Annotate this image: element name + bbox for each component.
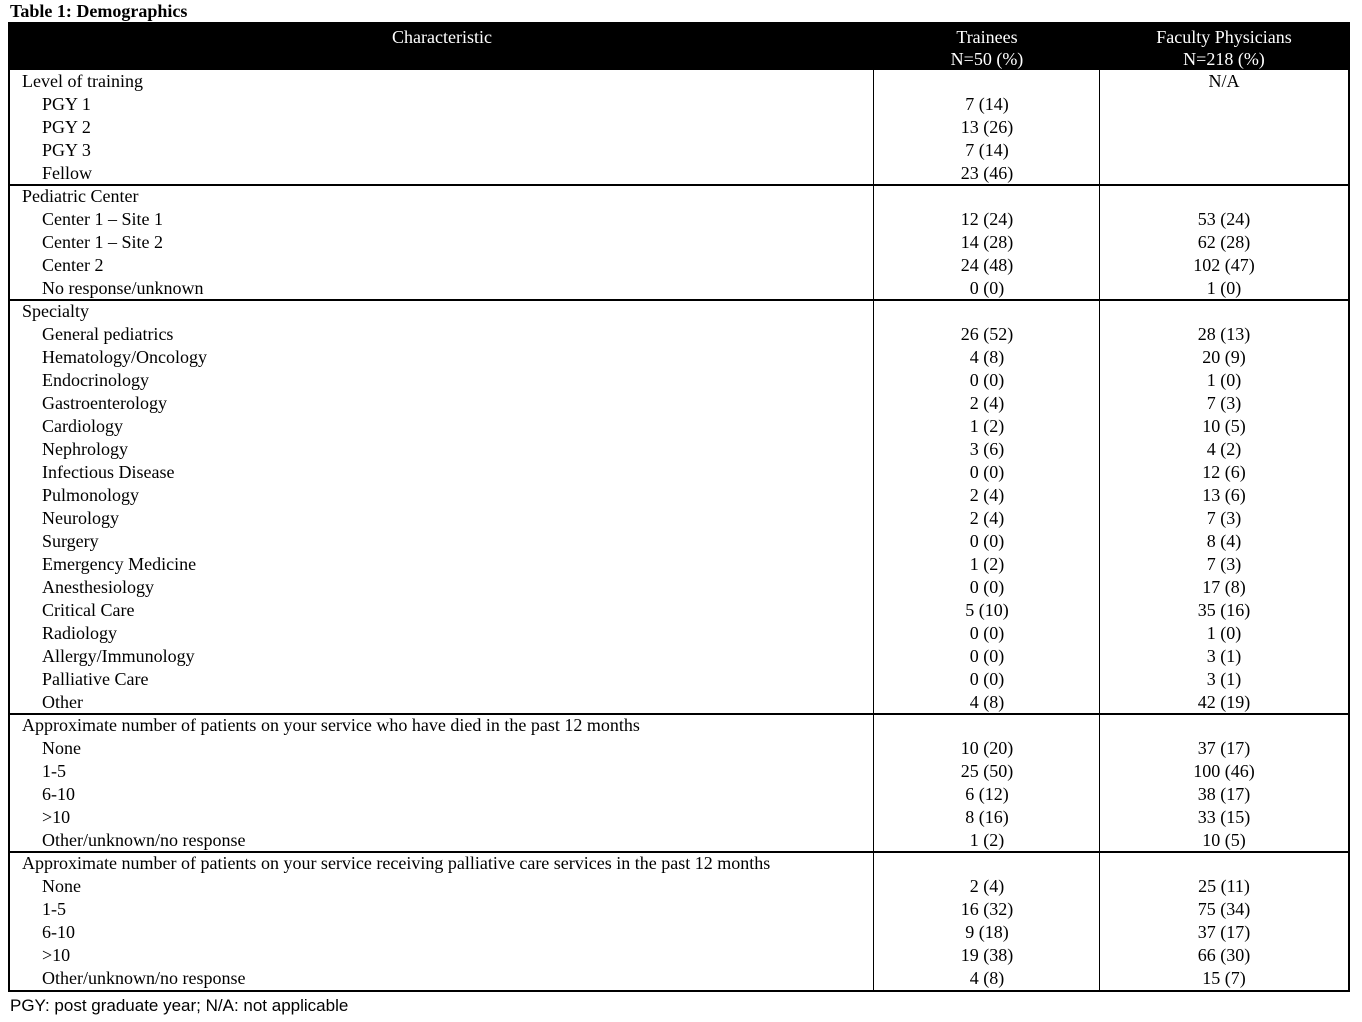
section-label: Approximate number of patients on your service who have died in the past 12 months: [22, 715, 640, 735]
header-faculty-n: N=218 (%): [1183, 49, 1265, 69]
table-row: [10, 921, 1348, 944]
row-label: Hematology/Oncology: [42, 347, 207, 367]
row-label: PGY 3: [42, 140, 91, 160]
row-label: Fellow: [42, 163, 93, 183]
table-row: [10, 898, 1348, 921]
table-row: [10, 691, 1348, 714]
row-label: Surgery: [42, 531, 99, 551]
faculty-value: 66 (30): [1197, 945, 1251, 965]
trainees-value: 23 (46): [960, 163, 1014, 183]
trainees-value: 0 (0): [969, 531, 1005, 551]
table-row: [10, 783, 1348, 806]
trainees-value: 1 (2): [969, 830, 1005, 850]
table-row: [10, 645, 1348, 668]
table-row: [10, 622, 1348, 645]
trainees-value: 7 (14): [965, 140, 1009, 160]
row-label: 1-5: [42, 899, 66, 919]
section-label: Approximate number of patients on your service receiving palliative care services in the past 12 months: [22, 853, 771, 873]
faculty-value: 62 (28): [1197, 232, 1251, 252]
trainees-value: 9 (18): [965, 922, 1009, 942]
header-trainees: [874, 26, 1100, 70]
row-label: PGY 1: [42, 94, 91, 114]
trainees-value: 16 (32): [960, 899, 1014, 919]
faculty-value: 38 (17): [1197, 784, 1251, 804]
row-label: Nephrology: [42, 439, 128, 459]
faculty-value: 35 (16): [1197, 600, 1251, 620]
row-label: 1-5: [42, 761, 66, 781]
trainees-value: 2 (4): [969, 485, 1005, 505]
row-label: No response/unknown: [42, 278, 204, 298]
row-label: PGY 2: [42, 117, 91, 137]
table-row: [10, 162, 1348, 185]
faculty-value: 37 (17): [1197, 738, 1251, 758]
trainees-value: 2 (4): [969, 508, 1005, 528]
trainees-value: 10 (20): [960, 738, 1014, 758]
faculty-value: 12 (6): [1202, 462, 1246, 482]
trainees-value: 25 (50): [960, 761, 1014, 781]
demographics-table: [8, 22, 1350, 992]
trainees-value: 5 (10): [965, 600, 1009, 620]
trainees-value: 13 (26): [960, 117, 1014, 137]
table-section-row: [10, 852, 1348, 875]
faculty-value: 1 (0): [1206, 370, 1242, 390]
header-faculty-title: Faculty Physicians: [1156, 27, 1292, 47]
table-row: [10, 760, 1348, 783]
row-label: None: [42, 876, 81, 896]
table-row: [10, 415, 1348, 438]
trainees-value: 0 (0): [969, 646, 1005, 666]
table-header: [10, 24, 1348, 70]
faculty-value: 10 (5): [1202, 830, 1246, 850]
trainees-value: 0 (0): [969, 462, 1005, 482]
table-row: [10, 323, 1348, 346]
table-row: [10, 461, 1348, 484]
faculty-value: 28 (13): [1197, 324, 1251, 344]
row-label: 6-10: [42, 784, 75, 804]
row-label: Other: [42, 692, 83, 712]
faculty-value: 4 (2): [1206, 439, 1242, 459]
trainees-value: 1 (2): [969, 554, 1005, 574]
faculty-value: 33 (15): [1197, 807, 1251, 827]
faculty-value: 1 (0): [1206, 623, 1242, 643]
faculty-value: 25 (11): [1198, 876, 1250, 896]
table-row: [10, 507, 1348, 530]
table-row: [10, 599, 1348, 622]
faculty-value: 10 (5): [1202, 416, 1246, 436]
table-title: Table 1: Demographics: [10, 1, 188, 21]
faculty-value: 3 (1): [1206, 646, 1242, 666]
row-label: Pulmonology: [42, 485, 140, 505]
row-label: Center 1 – Site 2: [42, 232, 163, 252]
row-label: General pediatrics: [42, 324, 174, 344]
trainees-value: 4 (8): [969, 692, 1005, 712]
trainees-value: 19 (38): [960, 945, 1014, 965]
table-section-row: [10, 714, 1348, 737]
row-label: Neurology: [42, 508, 119, 528]
table-row: [10, 944, 1348, 967]
table-row: [10, 116, 1348, 139]
trainees-value: 0 (0): [969, 623, 1005, 643]
faculty-value: N/A: [1208, 71, 1240, 91]
faculty-value: 1 (0): [1206, 278, 1242, 298]
faculty-value: 7 (3): [1206, 393, 1242, 413]
row-label: Palliative Care: [42, 669, 149, 689]
row-label: Other/unknown/no response: [42, 968, 246, 988]
table-row: [10, 829, 1348, 852]
table-row: [10, 277, 1348, 300]
table-row: [10, 668, 1348, 691]
trainees-value: 26 (52): [960, 324, 1014, 344]
faculty-value: 7 (3): [1206, 554, 1242, 574]
header-faculty: [1100, 26, 1348, 70]
trainees-value: 24 (48): [960, 255, 1014, 275]
table-section-row: [10, 185, 1348, 208]
faculty-value: 100 (46): [1193, 761, 1255, 781]
header-trainees-title: Trainees: [956, 27, 1018, 47]
table-row: [10, 967, 1348, 990]
table-row: [10, 392, 1348, 415]
table-row: [10, 737, 1348, 760]
row-label: Anesthesiology: [42, 577, 154, 597]
row-label: Endocrinology: [42, 370, 149, 390]
trainees-value: 0 (0): [969, 669, 1005, 689]
faculty-value: 7 (3): [1206, 508, 1242, 528]
row-label: Other/unknown/no response: [42, 830, 246, 850]
table-row: [10, 346, 1348, 369]
trainees-value: 4 (8): [969, 968, 1005, 988]
trainees-value: 14 (28): [960, 232, 1014, 252]
row-label: Center 1 – Site 1: [42, 209, 163, 229]
table-row: [10, 484, 1348, 507]
row-label: Center 2: [42, 255, 104, 275]
row-label: Critical Care: [42, 600, 135, 620]
table-row: [10, 553, 1348, 576]
trainees-value: 7 (14): [965, 94, 1009, 114]
header-trainees-n: N=50 (%): [950, 49, 1024, 69]
trainees-value: 12 (24): [960, 209, 1014, 229]
table-row: [10, 369, 1348, 392]
row-label: 6-10: [42, 922, 75, 942]
faculty-value: 20 (9): [1202, 347, 1246, 367]
faculty-value: 8 (4): [1206, 531, 1242, 551]
trainees-value: 4 (8): [969, 347, 1005, 367]
trainees-value: 1 (2): [969, 416, 1005, 436]
trainees-value: 0 (0): [969, 370, 1005, 390]
table-row: [10, 93, 1348, 116]
row-label: Emergency Medicine: [42, 554, 197, 574]
row-label: Radiology: [42, 623, 117, 643]
table-row: [10, 438, 1348, 461]
trainees-value: 8 (16): [965, 807, 1009, 827]
row-label: Gastroenterology: [42, 393, 167, 413]
table-row: [10, 254, 1348, 277]
row-label: Cardiology: [42, 416, 123, 436]
table-row: [10, 231, 1348, 254]
faculty-value: 17 (8): [1202, 577, 1246, 597]
faculty-value: 15 (7): [1202, 968, 1246, 988]
trainees-value: 2 (4): [969, 876, 1005, 896]
trainees-value: 3 (6): [969, 439, 1005, 459]
faculty-value: 13 (6): [1202, 485, 1246, 505]
faculty-value: 102 (47): [1193, 255, 1255, 275]
faculty-value: 75 (34): [1197, 899, 1251, 919]
trainees-value: 6 (12): [965, 784, 1009, 804]
table-section-row: [10, 300, 1348, 323]
table-row: [10, 530, 1348, 553]
table-row: [10, 875, 1348, 898]
faculty-value: 53 (24): [1197, 209, 1251, 229]
trainees-value: 2 (4): [969, 393, 1005, 413]
faculty-value: 42 (19): [1197, 692, 1251, 712]
row-label: >10: [42, 807, 71, 827]
trainees-value: 0 (0): [969, 577, 1005, 597]
table-row: [10, 208, 1348, 231]
table-row: [10, 139, 1348, 162]
table-section-row: [10, 70, 1348, 93]
table-row: [10, 576, 1348, 599]
section-label: Level of training: [22, 71, 143, 91]
row-label: None: [42, 738, 81, 758]
header-characteristic: Characteristic: [392, 27, 492, 47]
faculty-value: 3 (1): [1206, 669, 1242, 689]
section-label: Pediatric Center: [22, 186, 139, 206]
section-label: Specialty: [22, 301, 89, 321]
table-row: [10, 806, 1348, 829]
table-footnote: PGY: post graduate year; N/A: not applicable: [10, 996, 349, 1015]
row-label: >10: [42, 945, 71, 965]
row-label: Infectious Disease: [42, 462, 175, 482]
trainees-value: 0 (0): [969, 278, 1005, 298]
faculty-value: 37 (17): [1197, 922, 1251, 942]
row-label: Allergy/Immunology: [42, 646, 195, 666]
